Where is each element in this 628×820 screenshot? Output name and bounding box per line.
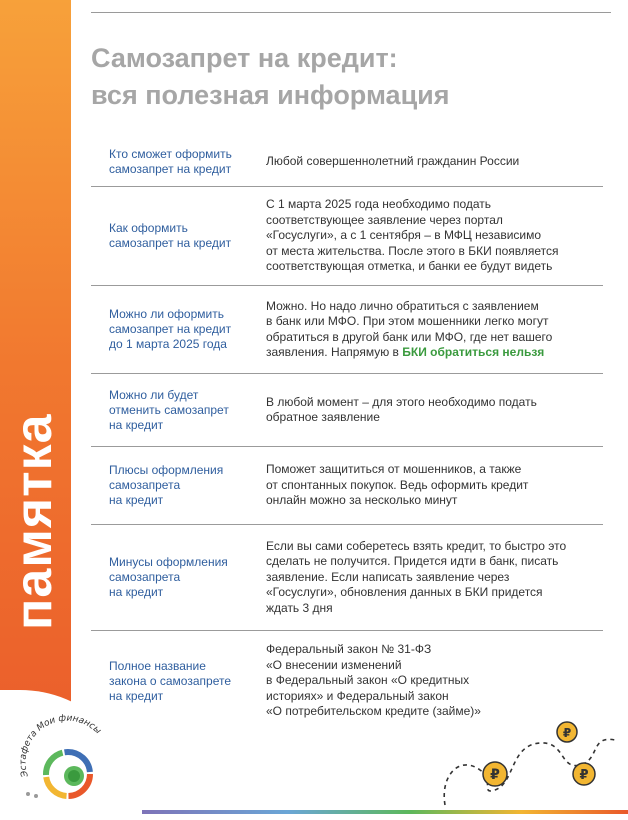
row-question: Можно ли будет отменить самозапрет на кредит [109,387,229,432]
row-question: Можно ли оформить самозапрет на кредит до 1 марта 2025 года [109,307,232,351]
logo-text: Эстафета Мои финансы [18,713,103,778]
row-question: Как оформить самозапрет на кредит [109,221,232,250]
top-divider [91,12,611,13]
table-row [91,447,603,525]
sidebar-label: памятка [5,413,63,630]
row-answer: Если вы сами соберетесь взять кредит, то быстро это сделать не получится. Придется идти в банк, писать заявление. Если написать заявление через «Госуслуги», обновления данных в БКИ придется ждать 3 дня [266,538,567,615]
highlight-text: БКИ обратиться нельзя [402,345,545,359]
row-question: Полное название закона о самозапрете на кредит [109,658,231,703]
row-answer: Поможет защититься от мошенников, а также от спонтанных покупок. Ведь оформить кредит онлайн можно за несколько минут [266,462,529,508]
title-line-1: Самозапрет на кредит: [91,43,398,73]
coin-icon [573,763,595,785]
row-question: Минусы оформления самозапрета на кредит [109,555,228,599]
row-question: Кто сможет оформить самозапрет на кредит [109,146,232,176]
estafeta-logo [6,708,126,808]
coin-icon [483,762,507,786]
title-line-2: вся полезная информация [91,80,450,110]
coins-illustration [440,715,628,810]
table-row [91,374,603,447]
svg-text:₽: ₽ [490,767,500,783]
table-row [91,525,603,631]
row-answer: Федеральный закон № 31-ФЗ «О внесении изменений в Федеральный закон «О кредитных историях» и Федеральный закон «О потребительском кредите (займе)» [266,642,481,719]
table-row [91,286,603,374]
table-row [91,137,603,187]
table-row [91,187,603,286]
coin-icon [557,722,577,742]
row-answer: Любой совершеннолетний гражданин России [266,153,520,168]
row-answer: С 1 марта 2025 года необходимо подать соответствующее заявление через портал «Госуслуги», а с 1 сентября – в МФЦ независимо от места жительства. После этого в БКИ появляется соответствующая отметка, и банки ее будут видеть [266,197,559,274]
svg-text:₽: ₽ [562,726,572,740]
row-answer: Можно. Но надо лично обратиться с заявлением в банк или МФО. При этом мошенники легко могут обратиться в другой банк или МФО, где нет вашего заявления. Напрямую в БКИ обратиться нельзя [266,298,553,359]
row-answer: В любой момент – для этого необходимо подать обратное заявление [266,394,537,424]
info-table [91,137,603,731]
page-title [91,40,611,114]
bottom-color-band [142,810,628,814]
row-question: Плюсы оформления самозапрета на кредит [109,463,224,507]
svg-text:₽: ₽ [579,768,589,783]
